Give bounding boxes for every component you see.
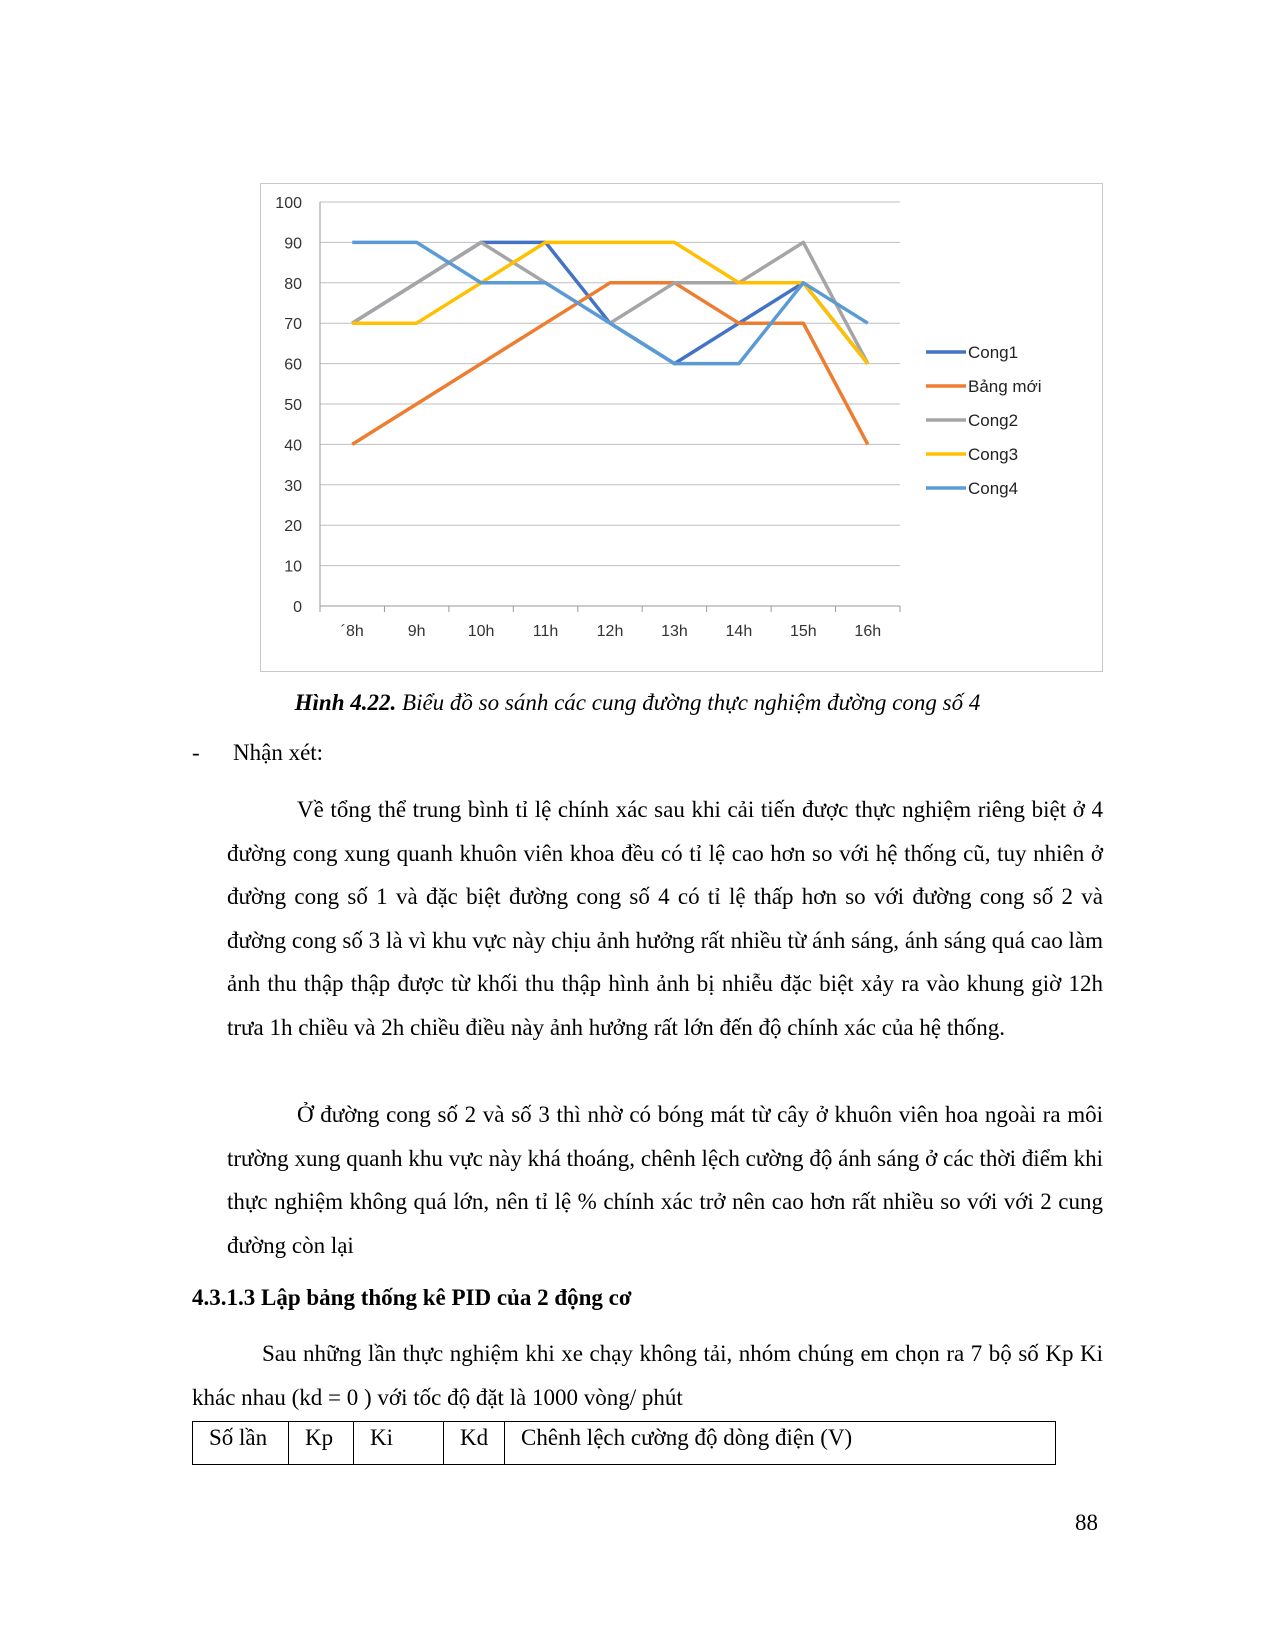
- page-number: 88: [1075, 1510, 1098, 1535]
- header-ki: Ki: [354, 1422, 444, 1465]
- x-tick-label: 14h: [725, 623, 753, 640]
- y-tick-label: 100: [275, 195, 302, 212]
- y-tick-label: 30: [284, 477, 302, 495]
- series-line: [352, 242, 868, 363]
- x-tick-label: ´8h: [340, 623, 364, 640]
- chart-canvas: [261, 184, 1104, 673]
- caption-text: Biểu đồ so sánh các cung đường thực nghiệm đường cong số 4: [402, 690, 981, 715]
- paragraph-overall: Về tổng thể trung bình tỉ lệ chính xác sau khi cải tiến được thực nghiệm riêng biệt ở 4 đường cong xung quanh khuôn viên khoa đều có tỉ lệ cao hơn so với hệ thống cũ, tuy nhiên ở đường cong số 1 và đặc biệt đường cong số 4 có tỉ lệ thấp hơn so với đường cong số 2 và đường cong số 3 là vì khu vực này chịu ảnh hưởng rất nhiều từ ánh sáng, ánh sáng quá cao làm ảnh thu thập thập được từ khối thu thập hình ảnh bị nhiễu đặc biệt xảy ra vào khung giờ 12h trưa 1h chiều và 2h chiều điều này ảnh hưởng rất lớn đến độ chính xác của hệ thống.: [227, 797, 1103, 1040]
- figure-caption: [0, 690, 1275, 716]
- remark-line: [192, 740, 323, 766]
- series-line: [352, 242, 868, 363]
- y-tick-label: 60: [284, 356, 302, 374]
- y-tick-label: 40: [284, 437, 302, 455]
- y-tick-label: 0: [293, 599, 302, 616]
- x-tick-label: 11h: [532, 623, 559, 640]
- header-current-diff: Chênh lệch cường độ dòng điện (V): [505, 1422, 1056, 1465]
- x-tick-label: 10h: [467, 623, 495, 640]
- legend-label: Cong1: [968, 343, 1019, 362]
- section-intro: Sau những lần thực nghiệm khi xe chạy không tải, nhóm chúng em chọn ra 7 bộ số Kp Ki khác nhau (kd = 0 ) với tốc độ đặt là 1000 vòng/ phút: [192, 1341, 1103, 1410]
- legend-label: Cong4: [968, 479, 1019, 498]
- y-tick-label: 90: [284, 235, 302, 253]
- x-tick-label: 15h: [789, 623, 817, 640]
- y-tick-label: 70: [284, 316, 302, 334]
- x-tick-label: 12h: [596, 623, 624, 640]
- pid-table: [192, 1421, 1056, 1465]
- paragraph-curves-2-3: Ở đường cong số 2 và số 3 thì nhờ có bóng mát từ cây ở khuôn viên hoa ngoài ra môi trường xung quanh khu vực này khá thoáng, chênh lệch cường độ ánh sáng ở các thời điểm khi thực nghiệm không quá lớn, nên tỉ lệ % chính xác trở nên cao hơn rất nhiều so với với 2 cung đường còn lại: [227, 1102, 1103, 1258]
- y-tick-label: 20: [284, 518, 302, 536]
- header-count: Số lần: [193, 1422, 289, 1465]
- legend-label: Cong3: [968, 445, 1019, 464]
- series-line: [352, 242, 868, 363]
- header-kp: Kp: [289, 1422, 354, 1465]
- legend-label: Cong2: [968, 411, 1019, 430]
- x-tick-label: 9h: [407, 623, 426, 640]
- section-heading: 4.3.1.3 Lập bảng thống kê PID của 2 động cơ: [192, 1285, 632, 1310]
- y-tick-label: 10: [284, 558, 302, 576]
- bullet-dash: -: [192, 740, 200, 765]
- comparison-line-chart: [260, 183, 1103, 672]
- y-tick-label: 50: [284, 397, 302, 414]
- series-line: [352, 242, 868, 363]
- legend-label: Bảng mới: [968, 377, 1042, 396]
- x-tick-label: 13h: [661, 623, 688, 640]
- header-kd: Kd: [444, 1422, 505, 1465]
- table-header-row: [193, 1422, 1056, 1465]
- x-tick-label: 16h: [854, 623, 882, 640]
- y-tick-label: 80: [284, 275, 302, 293]
- remark-label: Nhận xét:: [233, 740, 324, 765]
- caption-label: Hình 4.22.: [294, 690, 397, 715]
